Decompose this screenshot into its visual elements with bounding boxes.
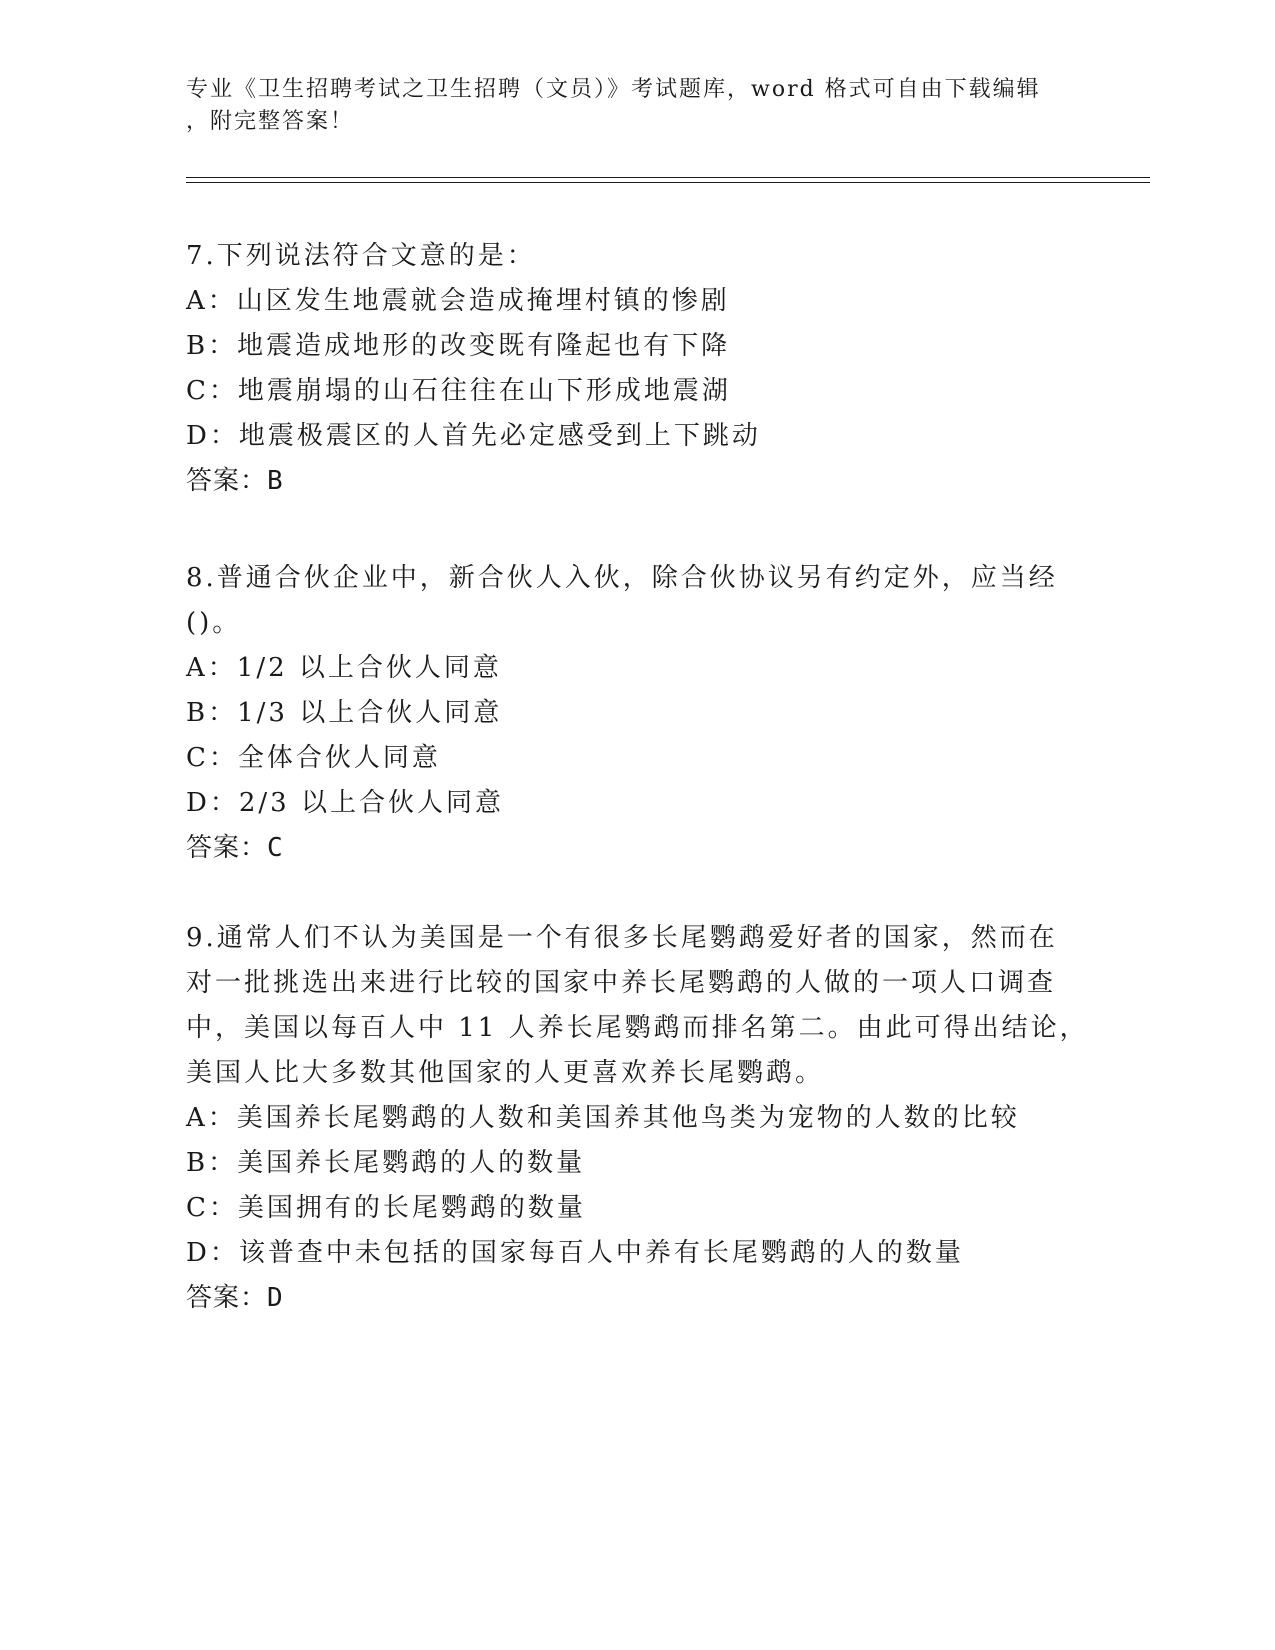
- option-c: C：全体合伙人同意: [186, 743, 441, 773]
- question-stem-line: ()。: [186, 608, 242, 638]
- header-divider-top: [186, 177, 1150, 178]
- option-a: A：山区发生地震就会造成掩埋村镇的惨剧: [186, 286, 730, 316]
- question-stem-line: 对一批挑选出来进行比较的国家中养长尾鹦鹉的人做的一项人口调查: [186, 968, 1057, 998]
- option-d: D：2/3 以上合伙人同意: [186, 788, 504, 818]
- question-stem-line: 9.通常人们不认为美国是一个有很多长尾鹦鹉爱好者的国家，然而在: [186, 923, 1058, 953]
- answer-line: 答案：B: [186, 466, 284, 496]
- option-c: C：地震崩塌的山石往往在山下形成地震湖: [186, 376, 731, 406]
- option-d: D：地震极震区的人首先必定感受到上下跳动: [186, 421, 761, 451]
- option-b: B：美国养长尾鹦鹉的人的数量: [186, 1148, 586, 1178]
- option-d: D：该普查中未包括的国家每百人中养有长尾鹦鹉的人的数量: [186, 1238, 964, 1268]
- question-7: [186, 234, 1086, 504]
- option-a: A：美国养长尾鹦鹉的人数和美国养其他鸟类为宠物的人数的比较: [186, 1103, 1020, 1133]
- question-9: [186, 916, 1089, 1321]
- header-divider-bottom: [186, 182, 1150, 183]
- question-stem-line: 美国人比大多数其他国家的人更喜欢养长尾鹦鹉。: [186, 1058, 825, 1088]
- option-b: B：地震造成地形的改变既有隆起也有下降: [186, 331, 731, 361]
- question-stem-line: 7.下列说法符合文意的是：: [186, 241, 536, 271]
- question-stem-line: 中，美国以每百人中 11 人养长尾鹦鹉而排名第二。由此可得出结论，: [186, 1013, 1089, 1043]
- option-c: C：美国拥有的长尾鹦鹉的数量: [186, 1193, 586, 1223]
- option-a: A：1/2 以上合伙人同意: [186, 653, 502, 683]
- question-stem-line: 8.普通合伙企业中，新合伙人入伙，除合伙协议另有约定外，应当经: [186, 563, 1058, 593]
- header-line-2: ，附完整答案！: [186, 109, 355, 134]
- question-8: [186, 556, 1086, 871]
- document-header: [186, 74, 1076, 138]
- answer-line: 答案：D: [186, 1283, 284, 1313]
- header-line-1: 专业《卫生招聘考试之卫生招聘（文员）》考试题库，word 格式可自由下载编辑: [186, 77, 1041, 102]
- option-b: B：1/3 以上合伙人同意: [186, 698, 503, 728]
- answer-line: 答案：C: [186, 833, 284, 863]
